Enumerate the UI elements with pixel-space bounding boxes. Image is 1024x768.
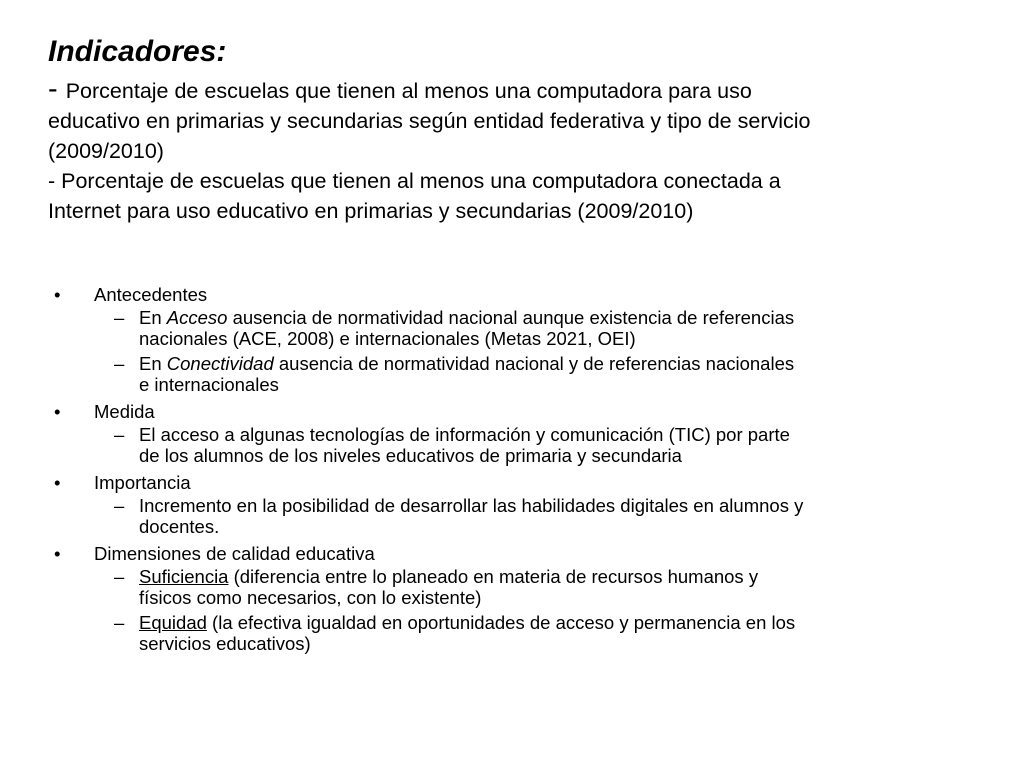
underlined-term-equidad: Equidad <box>139 612 207 633</box>
sub-item-line <box>139 307 984 328</box>
sub-item-suficiencia <box>54 566 984 608</box>
sub-item-continuation: de los alumnos de los niveles educativos de primaria y secundaria <box>139 445 682 466</box>
text-fragment: ausencia de normatividad nacional y de referencias nacionales <box>273 353 795 374</box>
bullet-glyph: • <box>54 401 61 422</box>
text-fragment: En <box>139 307 167 328</box>
bullet-dimensiones <box>54 541 984 566</box>
bullet-label: Dimensiones de calidad educativa <box>94 543 375 564</box>
title-line-1 <box>48 74 988 106</box>
sub-item-medida <box>54 424 984 466</box>
text-fragment: (diferencia entre lo planeado en materia de recursos humanos y <box>228 566 759 587</box>
sub-item-line <box>139 566 984 587</box>
title-dash: - <box>48 73 66 105</box>
slide-body <box>54 282 984 658</box>
sub-item-line <box>139 612 984 633</box>
dash-glyph: – <box>114 612 125 633</box>
sub-item-acceso <box>54 307 984 349</box>
dash-glyph: – <box>114 495 125 516</box>
sub-item-continuation: e internacionales <box>139 374 279 395</box>
title-line-3: (2009/2010) <box>48 139 164 163</box>
dash-glyph: – <box>114 307 125 328</box>
sub-item-continuation: docentes. <box>139 516 220 537</box>
text-fragment: (la efectiva igualdad en oportunidades de acceso y permanencia en los <box>206 612 796 633</box>
bullet-label: Antecedentes <box>94 284 208 305</box>
text-fragment: ausencia de normatividad nacional aunque existencia de referencias <box>227 307 795 328</box>
bullet-label: Importancia <box>94 472 191 493</box>
sub-item-line <box>139 353 984 374</box>
dash-glyph: – <box>114 353 125 374</box>
bullet-medida <box>54 399 984 424</box>
bullet-label: Medida <box>94 401 155 422</box>
sub-item-line: El acceso a algunas tecnologías de información y comunicación (TIC) por parte <box>139 424 790 445</box>
underlined-term-suficiencia: Suficiencia <box>139 566 229 587</box>
dash-glyph: – <box>114 424 125 445</box>
sub-item-equidad <box>54 612 984 654</box>
title-heading: Indicadores: <box>48 35 227 68</box>
sub-item-importancia <box>54 495 984 537</box>
sub-item-continuation: nacionales (ACE, 2008) e internacionales (Metas 2021, OEI) <box>139 328 636 349</box>
slide-title <box>48 30 988 226</box>
bullet-glyph: • <box>54 284 61 305</box>
sub-item-conectividad <box>54 353 984 395</box>
bullet-glyph: • <box>54 543 61 564</box>
title-line-2: educativo en primarias y secundarias según entidad federativa y tipo de servicio <box>48 109 811 133</box>
bullet-glyph: • <box>54 472 61 493</box>
emphasis-conectividad: Conectividad <box>166 353 274 374</box>
title-line-4: - Porcentaje de escuelas que tienen al menos una computadora conectada a <box>48 169 781 193</box>
title-line-1-text: Porcentaje de escuelas que tienen al menos una computadora para uso <box>65 79 752 103</box>
title-line-5: Internet para uso educativo en primarias y secundarias (2009/2010) <box>48 199 694 223</box>
text-fragment: En <box>139 353 167 374</box>
dash-glyph: – <box>114 566 125 587</box>
bullet-importancia <box>54 470 984 495</box>
emphasis-acceso: Acceso <box>166 307 228 328</box>
sub-item-continuation: físicos como necesarios, con lo existente) <box>139 587 482 608</box>
bullet-antecedentes <box>54 282 984 307</box>
sub-item-line: Incremento en la posibilidad de desarrollar las habilidades digitales en alumnos y <box>139 495 804 516</box>
sub-item-continuation: servicios educativos) <box>139 633 311 654</box>
